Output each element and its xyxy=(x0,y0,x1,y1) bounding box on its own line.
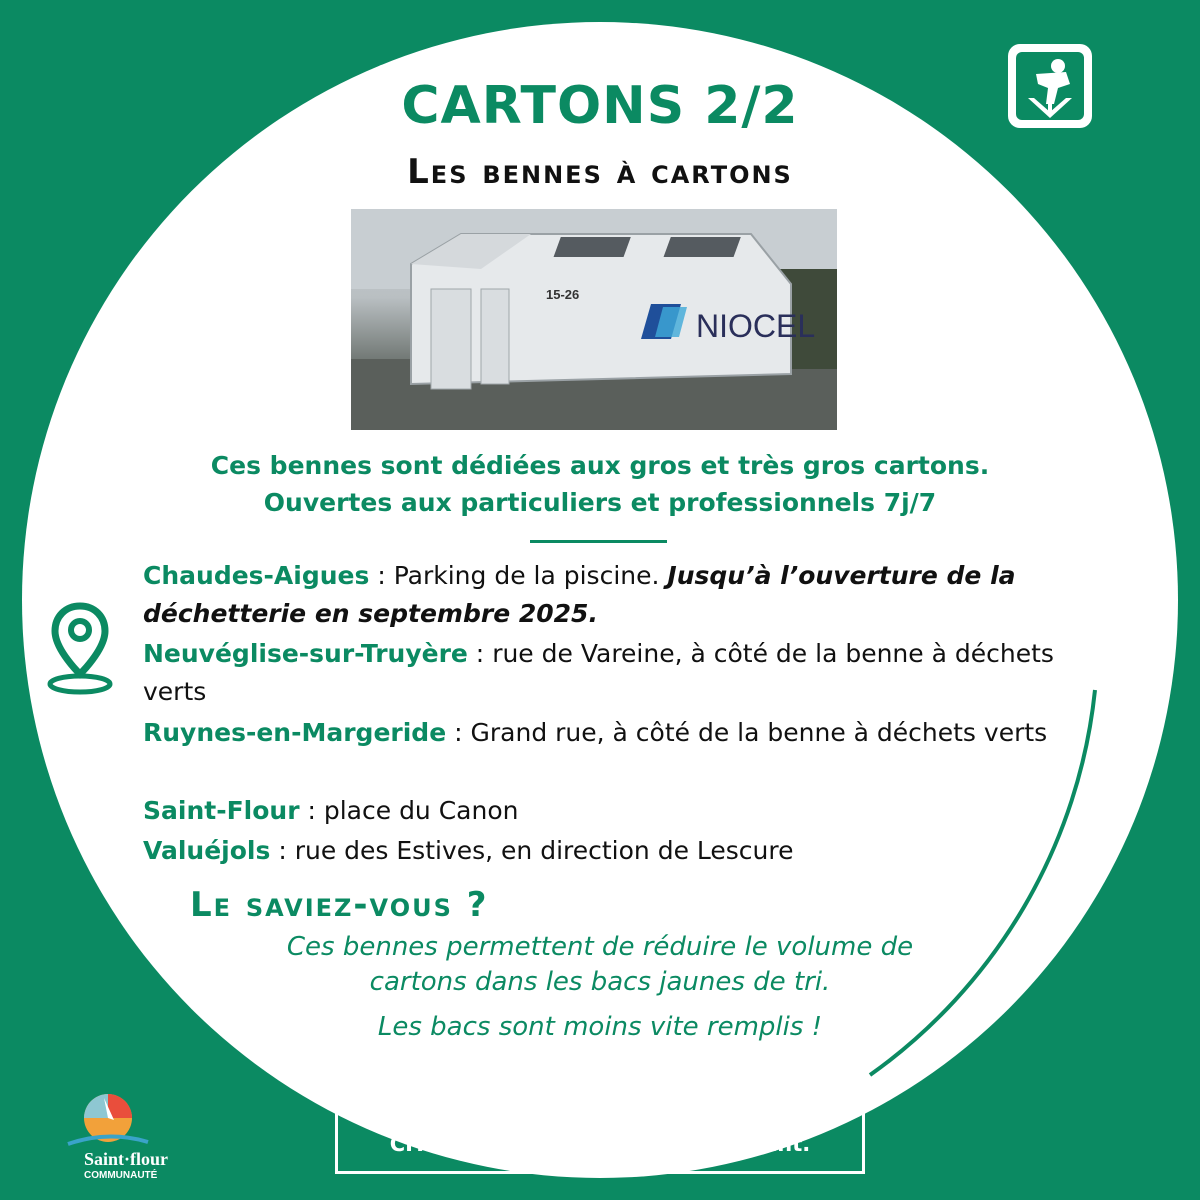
location-item: Neuvéglise-sur-Truyère : rue de Vareine, à côté de la benne à déchets verts xyxy=(143,639,1054,706)
separator-line xyxy=(530,540,667,543)
location-desc: Grand rue, à côté de la benne à déchets verts xyxy=(470,718,1048,747)
intro-line-2: Ouvertes aux particuliers et professionnels 7j/7 xyxy=(263,488,937,517)
citeo-line-1: Cette démarche est soutenue par xyxy=(401,1099,799,1123)
location-town: Saint-Flour xyxy=(143,796,300,825)
saint-flour-logo xyxy=(38,1090,178,1190)
location-desc: place du Canon xyxy=(323,796,519,825)
location-pin-icon xyxy=(45,600,115,700)
location-item: Ruynes-en-Margeride : Grand rue, à côté de la benne à déchets verts xyxy=(143,718,1048,747)
intro-line-1: Ces bennes sont dédiées aux gros et très gros cartons. xyxy=(210,451,990,480)
location-desc: Parking de la piscine. xyxy=(393,561,668,590)
page-title: CARTONS 2/2 xyxy=(401,76,799,136)
photo-brand-label: NIOCEL xyxy=(696,308,816,344)
location-town: Ruynes-en-Margeride xyxy=(143,718,447,747)
did-you-know-heading: Le saviez-vous ? xyxy=(190,885,489,925)
page-subtitle: Les bennes à cartons xyxy=(407,152,793,192)
location-desc: rue de Vareine, à côté de la benne à déchets verts xyxy=(143,639,1054,706)
location-note: Jusqu’à l’ouverture de la déchetterie en septembre 2025. xyxy=(143,561,1016,628)
container-photo xyxy=(351,209,837,430)
citeo-line-2: CITEO pour son caractère innovant. xyxy=(389,1132,811,1156)
location-town: Neuvéglise-sur-Truyère xyxy=(143,639,468,668)
location-town: Chaudes-Aigues xyxy=(143,561,370,590)
location-item: Chaudes-Aigues : Parking de la piscine. Jusqu’à l’ouverture de la déchetterie en septembre 2025. xyxy=(143,561,1016,628)
location-desc: rue des Estives, en direction de Lescure xyxy=(294,836,794,865)
location-item: Saint-Flour : place du Canon xyxy=(143,796,519,825)
location-town: Valuéjols xyxy=(143,836,271,865)
did-you-know-line: Les bacs sont moins vite remplis ! xyxy=(377,1012,823,1042)
citeo-support-box xyxy=(335,1077,865,1174)
did-you-know-line: Ces bennes permettent de réduire le volume de xyxy=(286,932,914,962)
photo-number-label: 15-26 xyxy=(546,287,580,302)
did-you-know-line: cartons dans les bacs jaunes de tri. xyxy=(369,967,831,997)
logo-sub: COMMUNAUTÉ xyxy=(84,1170,158,1181)
location-item: Valuéjols : rue des Estives, en direction de Lescure xyxy=(143,836,794,865)
logo-name: Saint·flour xyxy=(84,1149,169,1169)
